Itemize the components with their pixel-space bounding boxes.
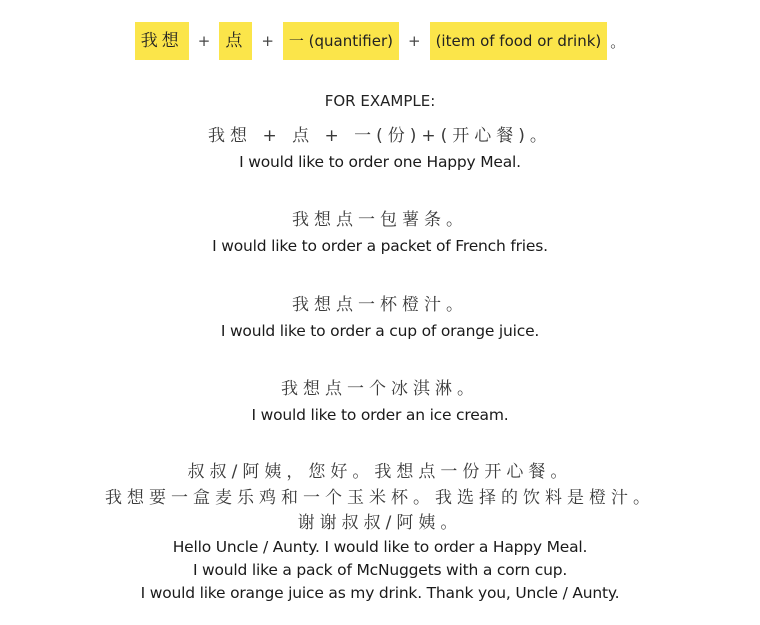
example-cn: 我想点一个冰淇淋。 xyxy=(281,379,479,399)
example-en: I would like to order a packet of French fries. xyxy=(212,237,548,255)
dialogue-cn-line: 叔叔/阿姨，您好。我想点一份开心餐。 xyxy=(187,462,573,482)
sentence-pattern-formula xyxy=(0,21,760,61)
formula-order-verb: 点 xyxy=(219,22,252,60)
formula-subject-verb: 我想 xyxy=(135,22,189,60)
dialogue-en-line: I would like a pack of McNuggets with a corn cup. xyxy=(192,561,568,579)
plus-sign: + xyxy=(197,32,211,50)
dialogue-en-line: I would like orange juice as my drink. Thank you, Uncle / Aunty. xyxy=(140,584,620,602)
example-label: FOR EXAMPLE: xyxy=(324,92,436,110)
formula-quantifier: 一 (quantifier) xyxy=(283,22,399,60)
example-cn: 我想点一杯橙汁。 xyxy=(292,295,468,315)
dialogue-cn-line: 我想要一盒麦乐鸡和一个玉米杯。我选择的饮料是橙汁。 xyxy=(105,488,655,508)
formula-item: (item of food or drink) xyxy=(430,22,608,60)
plus-sign: + xyxy=(407,32,421,50)
example-cn: 我想点一包薯条。 xyxy=(292,210,468,230)
example-en: I would like to order an ice cream. xyxy=(251,406,509,424)
example-cn: 我想 + 点 + 一(份)+(开心餐)。 xyxy=(208,126,552,146)
dialogue-en-line: Hello Uncle / Aunty. I would like to order a Happy Meal. xyxy=(172,538,588,556)
formula-period: 。 xyxy=(610,32,626,51)
example-en: I would like to order one Happy Meal. xyxy=(239,153,521,171)
example-en: I would like to order a cup of orange juice. xyxy=(220,322,540,340)
dialogue-cn-line: 谢谢叔叔/阿姨。 xyxy=(297,513,463,533)
plus-sign: + xyxy=(261,32,274,50)
